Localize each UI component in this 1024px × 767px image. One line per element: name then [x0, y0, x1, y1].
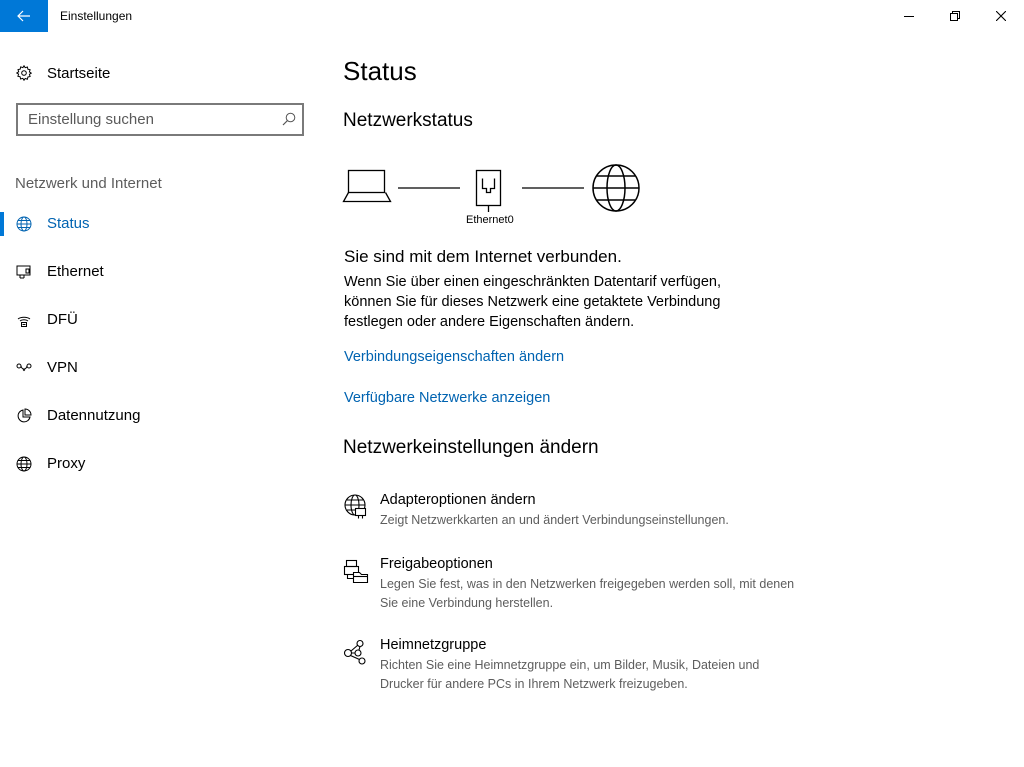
back-arrow-icon — [17, 10, 31, 22]
sidebar-item-dialup[interactable] — [0, 300, 320, 340]
ethernet-adapter-icon — [477, 171, 501, 213]
section-label: Netzwerk und Internet — [15, 175, 162, 192]
adapter-label: Ethernet0 — [466, 214, 514, 226]
setting-description: Richten Sie eine Heimnetzgruppe ein, um Bilder, Musik, Dateien und Drucker für andere PCs in Ihrem Netzwerk freizugeben. — [380, 658, 760, 691]
search-input[interactable] — [28, 105, 268, 134]
sidebar-item-data-usage[interactable] — [0, 396, 320, 436]
laptop-icon — [344, 171, 391, 202]
home-label: Startseite — [47, 64, 111, 82]
vpn-icon — [16, 360, 32, 376]
sidebar-item-label: DFÜ — [47, 311, 78, 328]
internet-globe-icon — [593, 165, 639, 211]
change-connection-properties-link[interactable]: Verbindungseigenschaften ändern — [344, 349, 565, 365]
sidebar-item-label: Proxy — [47, 455, 86, 472]
restore-button[interactable] — [932, 0, 978, 32]
sidebar-item-proxy[interactable] — [0, 444, 320, 484]
gear-icon — [16, 65, 32, 81]
setting-description: Legen Sie fest, was in den Netzwerken freigegeben werden soll, mit denen Sie eine Verbindung herstellen. — [380, 577, 795, 610]
sidebar-item-label: Ethernet — [47, 263, 104, 280]
sidebar-item-label: Status — [47, 215, 90, 232]
sidebar-item-label: Datennutzung — [47, 407, 141, 424]
homegroup-icon — [343, 639, 369, 665]
sidebar-item-status[interactable] — [0, 204, 320, 244]
sidebar-item-label: VPN — [47, 359, 78, 376]
back-button[interactable] — [0, 0, 48, 32]
globe-icon — [16, 456, 32, 472]
selection-indicator — [0, 212, 4, 236]
close-icon — [996, 11, 1006, 21]
restore-icon — [950, 11, 960, 21]
connection-status-text: Sie sind mit dem Internet verbunden. — [344, 247, 622, 266]
setting-description: Zeigt Netzwerkkarten an und ändert Verbindungseinstellungen. — [380, 513, 729, 527]
title-bar — [0, 0, 1024, 32]
sidebar-item-vpn[interactable] — [0, 348, 320, 388]
setting-title: Heimnetzgruppe — [380, 637, 487, 653]
connection-description: Wenn Sie über einen eingeschränkten Datentarif verfügen, können Sie für dieses Netzwerk eine getaktete Verbindung festlegen oder andere Eigenschaften ändern. — [344, 274, 721, 330]
ethernet-icon — [16, 264, 32, 280]
globe-icon — [16, 216, 32, 232]
show-available-networks-link[interactable]: Verfügbare Netzwerke anzeigen — [344, 390, 551, 406]
home-link[interactable] — [16, 62, 110, 84]
data-usage-icon — [16, 408, 32, 424]
search-box[interactable] — [16, 103, 304, 136]
minimize-button[interactable] — [886, 0, 932, 32]
minimize-icon — [904, 11, 914, 21]
page-title: Status — [343, 56, 417, 86]
network-diagram — [342, 160, 652, 220]
window-title: Einstellungen — [60, 9, 133, 23]
close-button[interactable] — [978, 0, 1024, 32]
search-icon[interactable] — [282, 112, 296, 126]
dialup-icon — [16, 312, 32, 328]
sharing-icon — [343, 558, 369, 584]
setting-title: Freigabeoptionen — [380, 556, 493, 572]
setting-title: Adapteroptionen ändern — [380, 492, 536, 508]
sidebar-item-ethernet[interactable] — [0, 252, 320, 292]
change-network-settings-heading: Netzwerkeinstellungen ändern — [343, 437, 599, 458]
network-status-heading: Netzwerkstatus — [343, 110, 473, 131]
adapter-icon — [343, 494, 369, 520]
